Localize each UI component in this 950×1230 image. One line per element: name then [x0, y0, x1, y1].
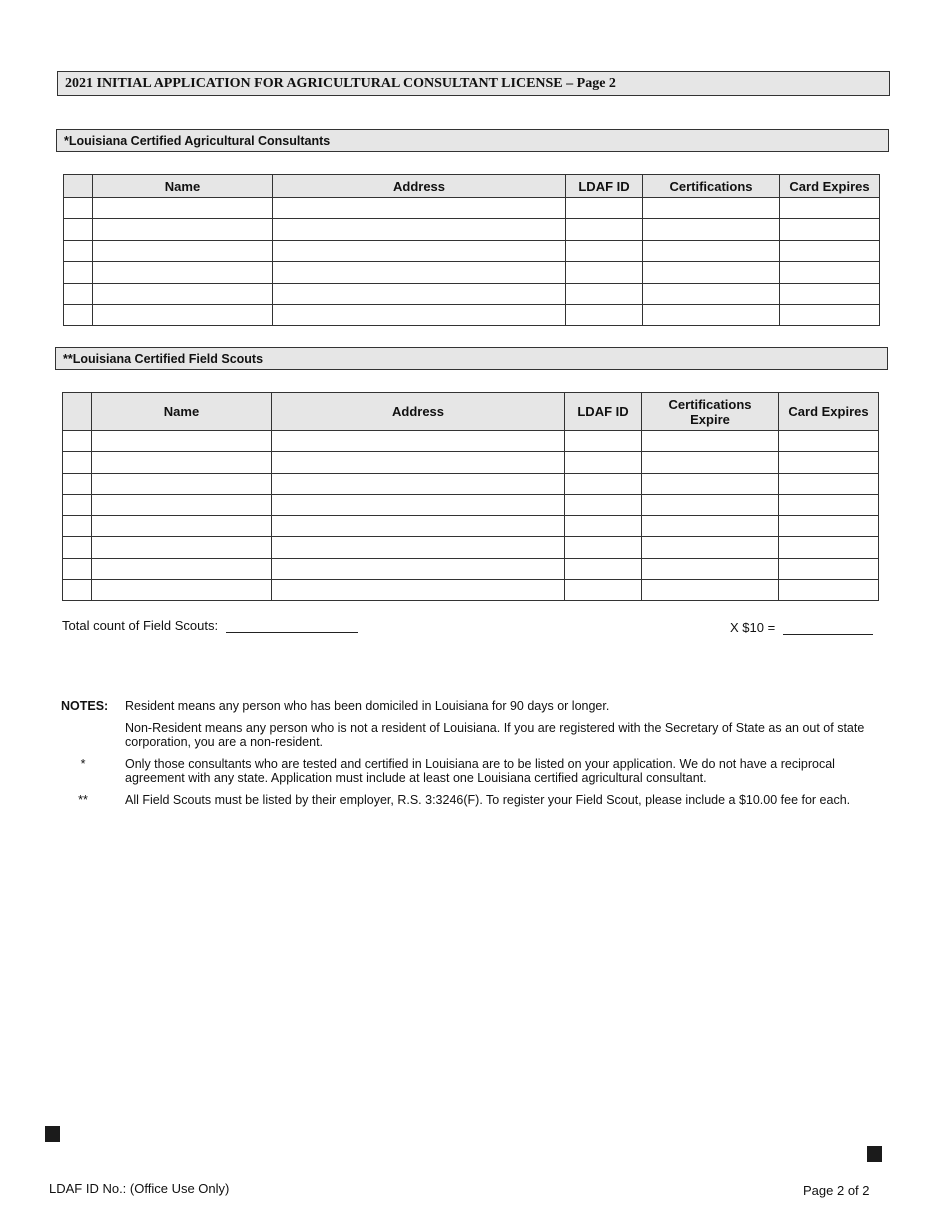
scouts-section-header	[55, 347, 888, 370]
ldaf-id-cell[interactable]	[566, 283, 643, 304]
note-field-scouts	[61, 793, 881, 807]
scouts-col-ldaf-id: LDAF ID	[565, 393, 642, 431]
name-cell[interactable]	[92, 452, 272, 473]
field-scout-count-blank[interactable]	[226, 618, 358, 633]
consultants-col-certifications: Certifications	[643, 175, 780, 198]
row-number-cell	[63, 494, 92, 515]
consultants-col-address: Address	[273, 175, 566, 198]
scouts-col-address: Address	[272, 393, 565, 431]
field-scout-count-label: Total count of Field Scouts:	[62, 618, 219, 633]
ldaf-id-cell[interactable]	[565, 494, 642, 515]
card-expires-cell[interactable]	[780, 219, 880, 240]
document-title-bar	[57, 71, 890, 96]
note-consultants	[61, 757, 881, 785]
note-mark: **	[78, 793, 88, 807]
certifications-cell[interactable]	[643, 304, 780, 325]
table-row[interactable]	[63, 452, 879, 473]
name-cell[interactable]	[93, 198, 273, 219]
ldaf-id-cell[interactable]	[565, 473, 642, 494]
note-mark: *	[80, 757, 86, 771]
certifications-expire-cell[interactable]	[642, 452, 779, 473]
fee-total-label: X $10 =	[730, 620, 776, 635]
address-cell[interactable]	[272, 580, 565, 601]
field-scout-count-line	[62, 618, 358, 633]
certifications-expire-cell[interactable]	[642, 516, 779, 537]
card-expires-cell[interactable]	[780, 262, 880, 283]
scouts-col-card-expires: Card Expires	[779, 393, 879, 431]
address-cell[interactable]	[272, 537, 565, 558]
name-cell[interactable]	[92, 431, 272, 452]
scouts-heading: **Louisiana Certified Field Scouts	[63, 351, 264, 366]
row-number-cell	[63, 516, 92, 537]
fee-total-line	[730, 620, 873, 635]
address-cell[interactable]	[272, 452, 565, 473]
ldaf-id-cell[interactable]	[565, 537, 642, 558]
consultants-col-number	[64, 175, 93, 198]
office-use-label: LDAF ID No.: (Office Use Only)	[49, 1181, 230, 1196]
card-expires-cell[interactable]	[780, 283, 880, 304]
address-cell[interactable]	[272, 494, 565, 515]
consultants-section-header	[56, 129, 889, 152]
notes-section	[61, 699, 881, 815]
certifications-cell[interactable]	[643, 283, 780, 304]
consultants-col-card-expires: Card Expires	[780, 175, 880, 198]
registration-mark	[867, 1146, 882, 1162]
address-cell[interactable]	[273, 240, 566, 261]
row-number-cell	[63, 473, 92, 494]
address-cell[interactable]	[272, 431, 565, 452]
table-row[interactable]	[63, 494, 879, 515]
table-row[interactable]	[63, 431, 879, 452]
address-cell[interactable]	[273, 304, 566, 325]
card-expires-cell[interactable]	[779, 452, 879, 473]
certifications-cell[interactable]	[643, 240, 780, 261]
note-resident	[61, 699, 881, 713]
note-text: Non-Resident means any person who is not a resident of Louisiana. If you are registered with the Secretary of State as an out of state corporation, you are a non-resident.	[125, 721, 865, 749]
scouts-col-number	[63, 393, 92, 431]
scouts-table	[62, 392, 879, 601]
ldaf-id-cell[interactable]	[566, 198, 643, 219]
certifications-expire-cell[interactable]	[642, 537, 779, 558]
name-cell[interactable]	[93, 240, 273, 261]
ldaf-id-cell[interactable]	[566, 304, 643, 325]
certifications-expire-cell[interactable]	[642, 580, 779, 601]
note-text: Resident means any person who has been domiciled in Louisiana for 90 days or longer.	[125, 699, 610, 713]
certifications-expire-cell[interactable]	[642, 431, 779, 452]
scouts-col-name: Name	[92, 393, 272, 431]
ldaf-id-cell[interactable]	[566, 219, 643, 240]
certifications-expire-cell[interactable]	[642, 473, 779, 494]
scouts-col-certifications-expire: Certifications Expire	[642, 393, 779, 431]
note-mark	[61, 721, 125, 749]
card-expires-cell[interactable]	[779, 537, 879, 558]
row-number-cell	[64, 283, 93, 304]
table-row[interactable]	[63, 473, 879, 494]
row-number-cell	[64, 219, 93, 240]
address-cell[interactable]	[273, 219, 566, 240]
row-number-cell	[63, 537, 92, 558]
fee-total-blank[interactable]	[783, 620, 873, 635]
address-cell[interactable]	[272, 558, 565, 579]
row-number-cell	[63, 558, 92, 579]
name-cell[interactable]	[93, 219, 273, 240]
table-row[interactable]	[63, 516, 879, 537]
table-row[interactable]	[63, 537, 879, 558]
card-expires-cell[interactable]	[779, 558, 879, 579]
card-expires-cell[interactable]	[780, 240, 880, 261]
row-number-cell	[64, 198, 93, 219]
row-number-cell	[64, 262, 93, 283]
address-cell[interactable]	[273, 283, 566, 304]
name-cell[interactable]	[92, 580, 272, 601]
table-row[interactable]	[64, 304, 880, 325]
card-expires-cell[interactable]	[779, 494, 879, 515]
name-cell[interactable]	[93, 262, 273, 283]
table-row[interactable]	[64, 283, 880, 304]
ldaf-id-cell[interactable]	[565, 431, 642, 452]
page-number: Page 2 of 2	[803, 1183, 870, 1198]
certifications-cell[interactable]	[643, 262, 780, 283]
consultants-col-ldaf-id: LDAF ID	[566, 175, 643, 198]
name-cell[interactable]	[92, 473, 272, 494]
card-expires-cell[interactable]	[780, 198, 880, 219]
address-cell[interactable]	[272, 473, 565, 494]
table-row[interactable]	[64, 198, 880, 219]
table-row[interactable]	[63, 558, 879, 579]
certifications-cell[interactable]	[643, 198, 780, 219]
card-expires-cell[interactable]	[779, 516, 879, 537]
name-cell[interactable]	[93, 304, 273, 325]
ldaf-id-cell[interactable]	[565, 558, 642, 579]
note-text: Only those consultants who are tested and certified in Louisiana are to be listed on your application. We do not have a reciprocal agreement with any state. Application must include at least one Louisiana certified agricultural consultant.	[125, 757, 835, 785]
address-cell[interactable]	[273, 198, 566, 219]
ldaf-id-cell[interactable]	[566, 240, 643, 261]
consultants-col-name: Name	[93, 175, 273, 198]
card-expires-cell[interactable]	[779, 431, 879, 452]
notes-label: NOTES:	[61, 699, 109, 713]
name-cell[interactable]	[92, 516, 272, 537]
row-number-cell	[64, 304, 93, 325]
table-row[interactable]	[64, 219, 880, 240]
row-number-cell	[64, 240, 93, 261]
table-row[interactable]	[64, 240, 880, 261]
row-number-cell	[63, 580, 92, 601]
ldaf-id-cell[interactable]	[565, 452, 642, 473]
consultants-heading: *Louisiana Certified Agricultural Consultants	[64, 133, 331, 148]
note-text: All Field Scouts must be listed by their employer, R.S. 3:3246(F). To register your Field Scout, please include a $10.00 fee for each.	[125, 793, 851, 807]
consultants-table	[63, 174, 880, 326]
ldaf-id-cell[interactable]	[566, 262, 643, 283]
name-cell[interactable]	[92, 558, 272, 579]
row-number-cell	[63, 452, 92, 473]
note-non-resident	[61, 721, 881, 749]
name-cell[interactable]	[92, 537, 272, 558]
address-cell[interactable]	[273, 262, 566, 283]
name-cell[interactable]	[93, 283, 273, 304]
document-title: 2021 INITIAL APPLICATION FOR AGRICULTURAL CONSULTANT LICENSE – Page 2	[65, 75, 616, 91]
consultants-header-row	[64, 175, 880, 198]
card-expires-cell[interactable]	[779, 580, 879, 601]
row-number-cell	[63, 431, 92, 452]
table-row[interactable]	[64, 262, 880, 283]
ldaf-id-cell[interactable]	[565, 516, 642, 537]
scouts-header-row	[63, 393, 879, 431]
card-expires-cell[interactable]	[780, 304, 880, 325]
registration-mark	[45, 1126, 60, 1142]
card-expires-cell[interactable]	[779, 473, 879, 494]
table-row[interactable]	[63, 580, 879, 601]
certifications-expire-cell[interactable]	[642, 558, 779, 579]
certifications-cell[interactable]	[643, 219, 780, 240]
name-cell[interactable]	[92, 494, 272, 515]
address-cell[interactable]	[272, 516, 565, 537]
certifications-expire-cell[interactable]	[642, 494, 779, 515]
ldaf-id-cell[interactable]	[565, 580, 642, 601]
